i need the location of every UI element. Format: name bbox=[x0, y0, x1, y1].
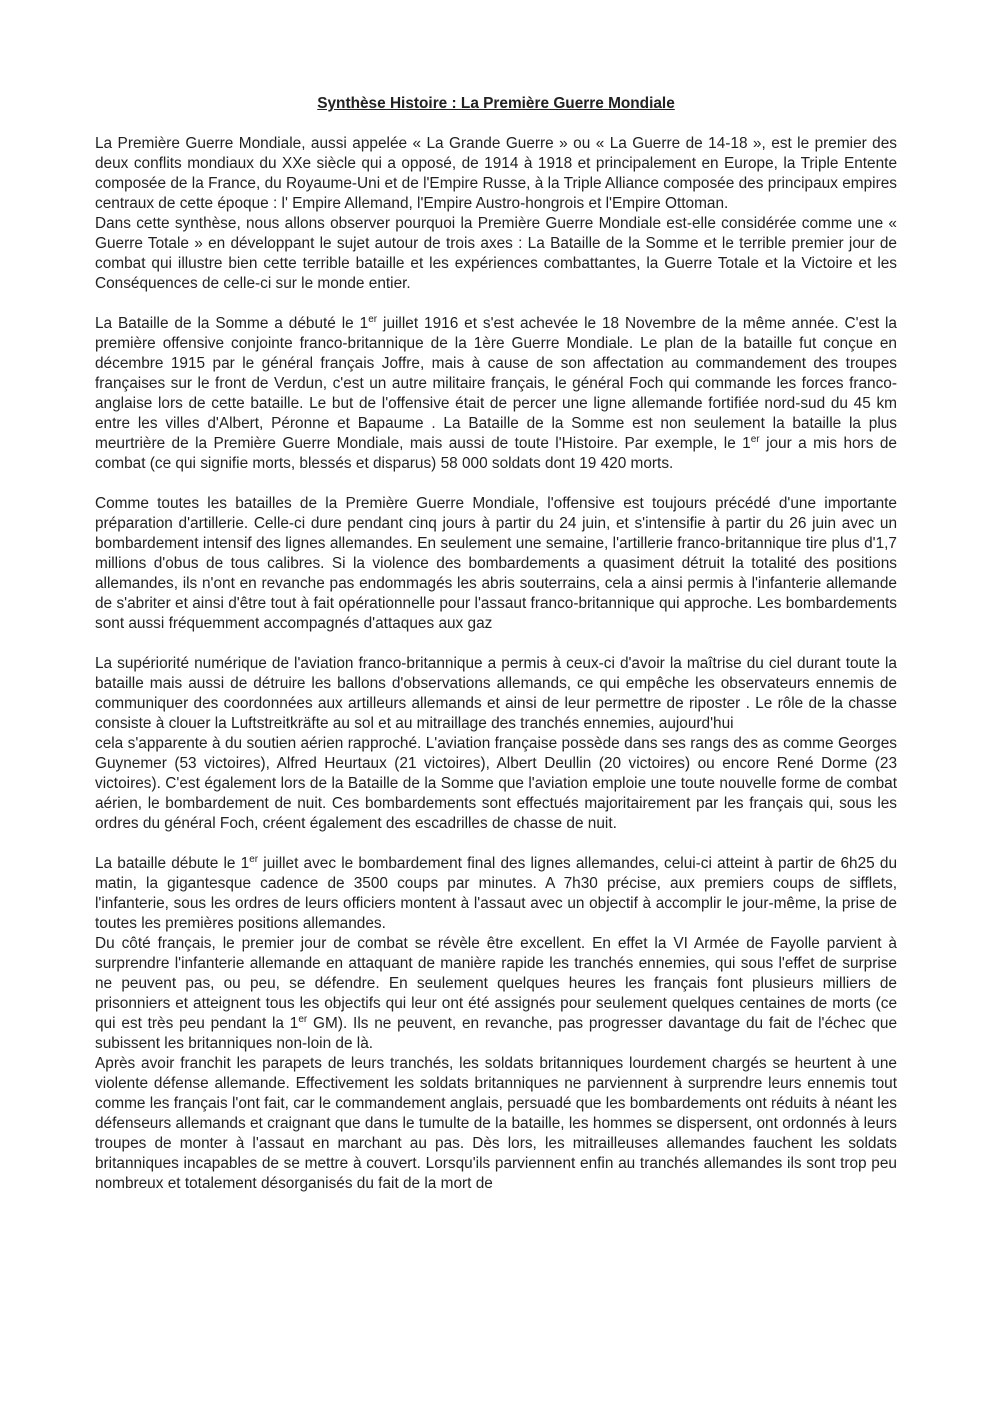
superscript-er: er bbox=[298, 1014, 308, 1025]
paragraph-gap bbox=[95, 834, 897, 854]
superscript-er: er bbox=[750, 434, 760, 445]
superscript-er: er bbox=[368, 314, 378, 325]
paragraph-bataille-somme bbox=[95, 314, 897, 474]
text-segment: Du côté français, le premier jour de combat se révèle être excellent. En effet la VI Armée de Fayolle parvient à surprendre l'infanterie allemande en attaquant de manière rapide les tranchés ennemies, qui sous l'effet de surprise ne peuvent pas, ou peu, se défendre. En seulement quelques heures les français font plusieurs milliers de prisonniers et atteignent tous les objectifs qui leur ont été assignés pour seulement quelques centaines de morts (ce qui est très peu pendant la 1 bbox=[95, 935, 897, 1032]
paragraph-aviation-suite: cela s'apparente à du soutien aérien rapproché. L'aviation française possède dans ses rangs des as comme Georges Guynemer (53 victoires), Alfred Heurtaux (21 victoires), Albert Deullin (20 victoires) ou encore René Dorme (23 victoires). C'est également lors de la Bataille de la Somme que l'aviation emploie une toute nouvelle forme de combat aérien, le bombardement de nuit. Ces bombardements sont effectués majoritairement par les français qui, sous les ordres du général Foch, créent également des escadrilles de chasse de nuit. bbox=[95, 735, 897, 832]
paragraph-gap bbox=[95, 634, 897, 654]
text-segment: juillet avec le bombardement final des lignes allemandes, celui-ci atteint à partir de 6h25 du matin, la gigantesque cadence de 3500 coups par minutes. A 7h30 précise, aux premiers coups de sifflets, l'infanterie, sous les ordres de leurs officiers montent à l'assaut avec un objectif à accomplir le jour-même, la prise de toutes les premières positions allemandes. bbox=[95, 855, 898, 932]
text-segment: La Bataille de la Somme a débuté le 1 bbox=[95, 315, 369, 332]
paragraph-plan: Dans cette synthèse, nous allons observer pourquoi la Première Guerre Mondiale est-elle considérée comme une « Guerre Totale » en développant le sujet autour de trois axes : La Bataille de la Somme et le terrible premier jour de combat qui illustre bien cette terrible bataille et les expériences combattantes, la Guerre Totale et la Victoire et les Conséquences de celle-ci sur le monde entier. bbox=[95, 215, 897, 292]
paragraph-introduction: La Première Guerre Mondiale, aussi appelée « La Grande Guerre » ou « La Guerre de 14-18 », est le premier des deux conflits mondiaux du XXe siècle qui a opposé, de 1914 à 1918 et principalement en Europe, la Triple Entente composée de la France, du Royaume-Uni et de l'Empire Russe, à la Triple Alliance composée des principaux empires centraux de cette époque : l' Empire Allemand, l'Empire Austro-hongrois et l'Empire Ottoman. bbox=[95, 135, 897, 212]
paragraph-gap bbox=[95, 474, 897, 494]
text-segment: La bataille débute le 1 bbox=[95, 855, 250, 872]
paragraph-aviation: La supériorité numérique de l'aviation franco-britannique a permis à ceux-ci d'avoir la maîtrise du ciel durant toute la bataille mais aussi de détruire les ballons d'observations allemands, ce qui empêche les observateurs ennemis de communiquer des coordonnées aux artilleurs allemands et ainsi de leur permettre de riposter . Le rôle de la chasse consiste à clouer la Luftstreitkräfte au sol et au mitraillage des tranchés ennemies, aujourd'hui bbox=[95, 655, 897, 732]
paragraph-premier-jour bbox=[95, 854, 897, 934]
document-page bbox=[95, 94, 897, 1194]
text-segment: GM). Ils ne peuvent, en revanche, pas progresser davantage du fait de l'échec que subissent les britanniques non-loin de là. bbox=[95, 1015, 898, 1052]
text-segment: juillet 1916 et s'est achevée le 18 Novembre de la même année. C'est la première offensive conjointe franco-britannique de la 1ère Guerre Mondiale. Le plan de la bataille fut conçue en décembre 1915 par le général français Joffre, mais à cause de son affectation au commandement des troupes françaises sur le front de Verdun, c'est un autre militaire français, le général Foch qui commande les forces franco-anglaise lors de cette bataille. Le but de l'offensive était de percer une ligne allemande fortifiée nord-sud du 45 km entre les villes d'Albert, Péronne et Bapaume . La Bataille de la Somme est non seulement la bataille la plus meurtrière de la Première Guerre Mondiale, mais aussi de toute l'Histoire. Par exemple, le 1 bbox=[95, 315, 897, 452]
superscript-er: er bbox=[249, 854, 259, 865]
document-title: Synthèse Histoire : La Première Guerre Mondiale bbox=[317, 95, 675, 112]
text-segment: jour a mis hors de combat (ce qui signifie morts, blessés et disparus) 58 000 soldats dont 19 420 morts. bbox=[95, 435, 897, 472]
paragraph-artillerie: Comme toutes les batailles de la Première Guerre Mondiale, l'offensive est toujours précédé d'une importante préparation d'artillerie. Celle-ci dure pendant cinq jours à partir du 24 juin, et s'intensifie à partir du 26 juin avec un bombardement intensif des lignes allemandes. En seulement une semaine, l'artillerie franco-britannique tire plus d'1,7 millions d'obus de tous calibres. Si la violence des bombardements a quasiment détruit la totalité des positions allemandes, ils n'ont en revanche pas endommagés les abris souterrains, cela a ainsi permis à l'infanterie allemande de s'abriter et ainsi d'être tout à fait opérationnelle pour l'assaut franco-britannique qui approche. Les bombardements sont aussi fréquemment accompagnés d'attaques aux gaz bbox=[95, 495, 897, 632]
paragraph-gap bbox=[95, 294, 897, 314]
paragraph-cote-britannique: Après avoir franchit les parapets de leurs tranchés, les soldats britanniques lourdement chargés se heurtent à une violente défense allemande. Effectivement les soldats britanniques ne parviennent à surprendre leurs ennemis tout comme les français l'ont fait, car le commandement anglais, persuadé que les bombardements ont réduits à néant les défenseurs allemands et craignant que dans le tumulte de la bataille, les hommes se dispersent, ont ordonnés à leurs troupes de monter à l'assaut en marchant au pas. Dès lors, les mitrailleuses allemandes fauchent les soldats britanniques incapables de se mettre à couvert. Lorsqu'ils parviennent enfin au tranchés allemandes ils sont trop peu nombreux et totalement désorganisés du fait de la mort de bbox=[95, 1055, 897, 1192]
paragraph-cote-francais bbox=[95, 934, 897, 1054]
